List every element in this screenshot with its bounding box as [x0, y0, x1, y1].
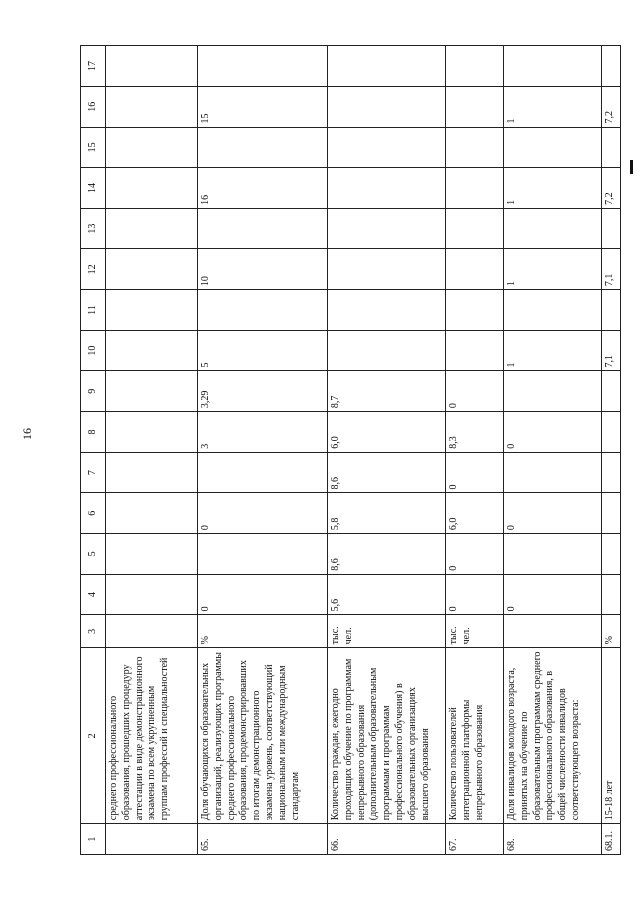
value-cell: 8,3 [446, 412, 504, 453]
value-cell: 1 [504, 249, 602, 290]
table-row [446, 46, 504, 855]
value-cell [504, 127, 602, 168]
value-cell [446, 168, 504, 209]
indicator-name-cell: Доля инвалидов молодого возраста, принятых на обучение по образовательным программам среднего профессионального образования, в общей численности инвалидов соответствующего возраста: [504, 648, 602, 824]
value-cell [328, 330, 446, 371]
value-cell [106, 290, 198, 331]
header-cell: 13 [81, 208, 106, 249]
value-cell [504, 46, 602, 87]
header-cell: 14 [81, 168, 106, 209]
value-cell [106, 330, 198, 371]
value-cell [106, 249, 198, 290]
header-cell: 17 [81, 46, 106, 87]
unit-cell [106, 615, 198, 648]
table-row [328, 46, 446, 855]
indicator-name-cell: среднего профессионального образования, прошедших процедуру аттестации в виде демонстрационного экзамена по всем укрупненным группам профессий и специальностей [106, 648, 198, 824]
value-cell [198, 127, 328, 168]
value-cell [602, 371, 621, 412]
value-cell [602, 290, 621, 331]
header-cell: 10 [81, 330, 106, 371]
header-cell: 7 [81, 452, 106, 493]
value-cell [602, 534, 621, 575]
rotated-table-container [80, 45, 615, 855]
value-cell [446, 127, 504, 168]
value-cell [106, 493, 198, 534]
value-cell [198, 452, 328, 493]
value-cell: 16 [198, 168, 328, 209]
value-cell [106, 46, 198, 87]
value-cell [602, 493, 621, 534]
table-row [602, 46, 621, 855]
value-cell: 15 [198, 86, 328, 127]
value-cell [602, 208, 621, 249]
row-number-cell: 68. [504, 824, 602, 855]
value-cell: 0 [198, 574, 328, 615]
value-cell: 5 [198, 330, 328, 371]
value-cell: 6,0 [446, 493, 504, 534]
header-cell: 8 [81, 412, 106, 453]
value-cell [504, 208, 602, 249]
indicator-name-cell: Доля обучающихся образовательных организаций, реализующих программы среднего профессионального образования, продемонстрировавших по итогам демонстрационного экзамена уровень, соответствующий национальным или международным стандартам [198, 648, 328, 824]
page-number: 16 [20, 428, 34, 440]
unit-cell: тыс. чел. [328, 615, 446, 648]
value-cell [106, 371, 198, 412]
value-cell: 7,2 [602, 168, 621, 209]
value-cell [504, 452, 602, 493]
value-cell [198, 208, 328, 249]
value-cell [602, 46, 621, 87]
header-cell: 12 [81, 249, 106, 290]
value-cell [446, 208, 504, 249]
value-cell [198, 534, 328, 575]
header-cell: 15 [81, 127, 106, 168]
value-cell [328, 249, 446, 290]
value-cell: 10 [198, 249, 328, 290]
value-cell [602, 452, 621, 493]
value-cell [446, 290, 504, 331]
value-cell: 0 [504, 574, 602, 615]
value-cell [328, 168, 446, 209]
value-cell [602, 127, 621, 168]
value-cell [198, 46, 328, 87]
value-cell [504, 534, 602, 575]
value-cell [446, 249, 504, 290]
unit-cell: % [602, 615, 621, 648]
header-cell: 1 [81, 824, 106, 855]
header-row [81, 46, 106, 855]
value-cell [106, 412, 198, 453]
unit-cell [504, 615, 602, 648]
table-row [106, 46, 198, 855]
value-cell: 0 [446, 371, 504, 412]
value-cell [106, 86, 198, 127]
value-cell: 7,1 [602, 249, 621, 290]
indicator-name-cell: Количество граждан, ежегодно проходящих обучение по программам непрерывного образования (дополнительным образовательным программам и программам профессионального обучения) в образовательных организациях высшего образования [328, 648, 446, 824]
value-cell [446, 330, 504, 371]
value-cell: 3 [198, 412, 328, 453]
value-cell: 0 [446, 574, 504, 615]
value-cell: 5,6 [328, 574, 446, 615]
value-cell: 3,29 [198, 371, 328, 412]
row-number-cell: 68.1. [602, 824, 621, 855]
data-table [80, 45, 621, 855]
value-cell: 0 [504, 412, 602, 453]
value-cell [446, 86, 504, 127]
value-cell: 5,8 [328, 493, 446, 534]
value-cell [328, 86, 446, 127]
value-cell [106, 574, 198, 615]
value-cell: 8,6 [328, 452, 446, 493]
value-cell: 1 [504, 168, 602, 209]
value-cell: 1 [504, 330, 602, 371]
value-cell [602, 412, 621, 453]
header-cell: 3 [81, 615, 106, 648]
value-cell: 0 [198, 493, 328, 534]
header-cell: 2 [81, 648, 106, 824]
value-cell [106, 208, 198, 249]
margin-mark [630, 160, 633, 174]
row-number-cell [106, 824, 198, 855]
value-cell: 7,1 [602, 330, 621, 371]
value-cell [504, 290, 602, 331]
value-cell [328, 290, 446, 331]
value-cell: 8,6 [328, 534, 446, 575]
unit-cell: тыс. чел. [446, 615, 504, 648]
value-cell [328, 127, 446, 168]
value-cell [106, 168, 198, 209]
row-number-cell: 66. [328, 824, 446, 855]
value-cell: 6,0 [328, 412, 446, 453]
value-cell [328, 46, 446, 87]
value-cell [328, 208, 446, 249]
indicator-name-cell: 15-18 лет [602, 648, 621, 824]
value-cell: 1 [504, 86, 602, 127]
value-cell [106, 452, 198, 493]
header-cell: 16 [81, 86, 106, 127]
header-cell: 9 [81, 371, 106, 412]
value-cell: 7,2 [602, 86, 621, 127]
header-cell: 4 [81, 574, 106, 615]
row-number-cell: 65. [198, 824, 328, 855]
value-cell [198, 290, 328, 331]
value-cell [106, 534, 198, 575]
value-cell: 0 [446, 534, 504, 575]
indicator-name-cell: Количество пользователей интеграционной платформы непрерывного образования [446, 648, 504, 824]
table-row [198, 46, 328, 855]
value-cell: 8,7 [328, 371, 446, 412]
header-cell: 5 [81, 534, 106, 575]
header-cell: 11 [81, 290, 106, 331]
value-cell: 0 [446, 452, 504, 493]
row-number-cell: 67. [446, 824, 504, 855]
value-cell [106, 127, 198, 168]
unit-cell: % [198, 615, 328, 648]
value-cell [602, 574, 621, 615]
value-cell [446, 46, 504, 87]
header-cell: 6 [81, 493, 106, 534]
value-cell [504, 371, 602, 412]
table-row [504, 46, 602, 855]
value-cell: 0 [504, 493, 602, 534]
